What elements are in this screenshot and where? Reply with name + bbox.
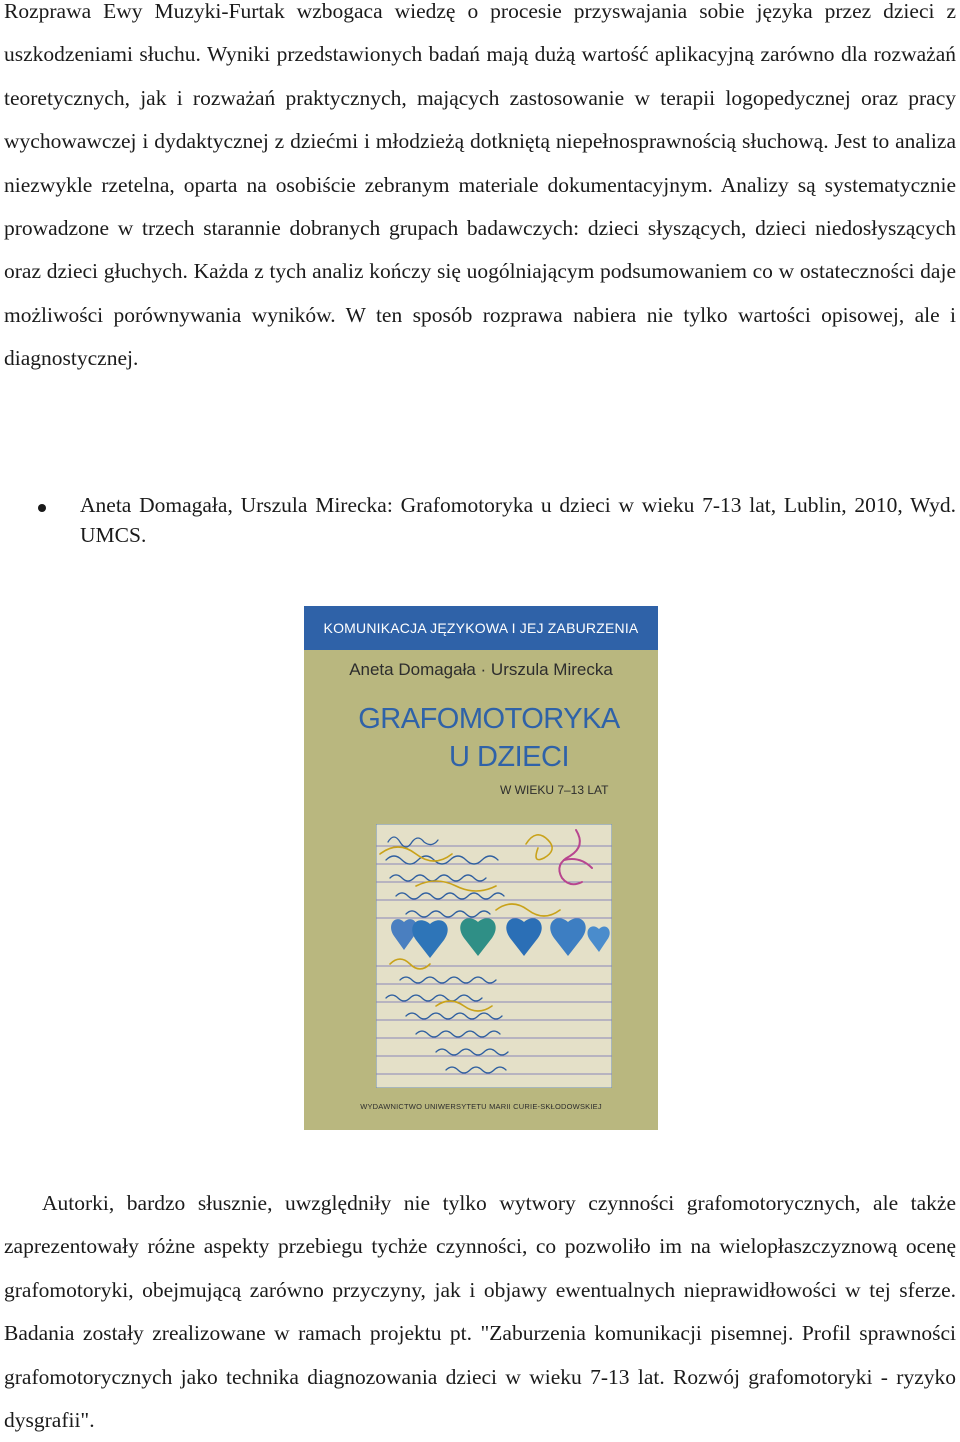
cover-series: KOMUNIKACJA JĘZYKOWA I JEJ ZABURZENIA (323, 620, 639, 636)
bullet-icon (38, 504, 46, 512)
book-cover-image (304, 606, 658, 1130)
cover-title-line1: GRAFOMOTORYKA (358, 703, 620, 735)
cover-publisher: WYDAWNICTWO UNIWERSYTETU MARII CURIE-SKŁODOWSKIEJ (360, 1102, 602, 1111)
cover-title (324, 700, 654, 776)
cover-authors: Aneta Domagała · Urszula Mirecka (349, 660, 613, 679)
review-paragraph: Rozprawa Ewy Muzyki-Furtak wzbogaca wiedzę o procesie przyswajania sobie języka przez dzieci z uszkodzeniami słuchu. Wyniki przedstawionych badań mają dużą wartość aplikacyjną zarówno dla rozważań teoretycznych, jak i rozważań praktycznych, mających zastosowanie w terapii logopedycznej oraz pracy wychowawczej i dydaktycznej z dziećmi i młodzieżą dotkniętą niepełnosprawnością słuchową. Jest to analiza niezwykle rzetelna, oparta na osobiście zebranym materiale dokumentacyjnym. Analizy są systematycznie prowadzone w trzech starannie dobranych grupach badawczych: dzieci słyszących, dzieci niedosłyszących oraz dzieci głuchych. Każda z tych analiz kończy się uogólniającym podsumowaniem co w ostateczności daje możliwości porównywania wyników. W ten sposób rozprawa nabiera nie tylko wartości opisowej, ale i diagnostycznej. (4, 0, 956, 371)
description-paragraph: Autorki, bardzo słusznie, uwzględniły nie tylko wytwory czynności grafomotorycznych, ale także zaprezentowały różne aspekty przebiegu tychże czynności, co pozwoliło im na wielopłaszczyznową ocenę grafomotoryki, obejmującą zarówno przyczyny, jak i objawy ewentualnych nieprawidłowości w tej sferze. Badania zostały zrealizowane w ramach projektu pt. "Zaburzenia komunikacji pisemnej. Profil sprawności grafomotorycznych jako technika diagnozowania dzieci w wieku 7-13 lat. Rozwój grafomotoryki - ryzyko dysgrafii". (4, 1191, 956, 1433)
book-entry (0, 490, 960, 552)
cover-title-line2: U DZIECI (448, 741, 570, 773)
book-entry-text: Aneta Domagała, Urszula Mirecka: Grafomotoryka u dzieci w wieku 7-13 lat, Lublin, 2010, Wyd. UMCS. (80, 493, 956, 547)
cover-subtitle: W WIEKU 7–13 LAT (500, 783, 609, 797)
handwriting-illustration (376, 824, 612, 1088)
